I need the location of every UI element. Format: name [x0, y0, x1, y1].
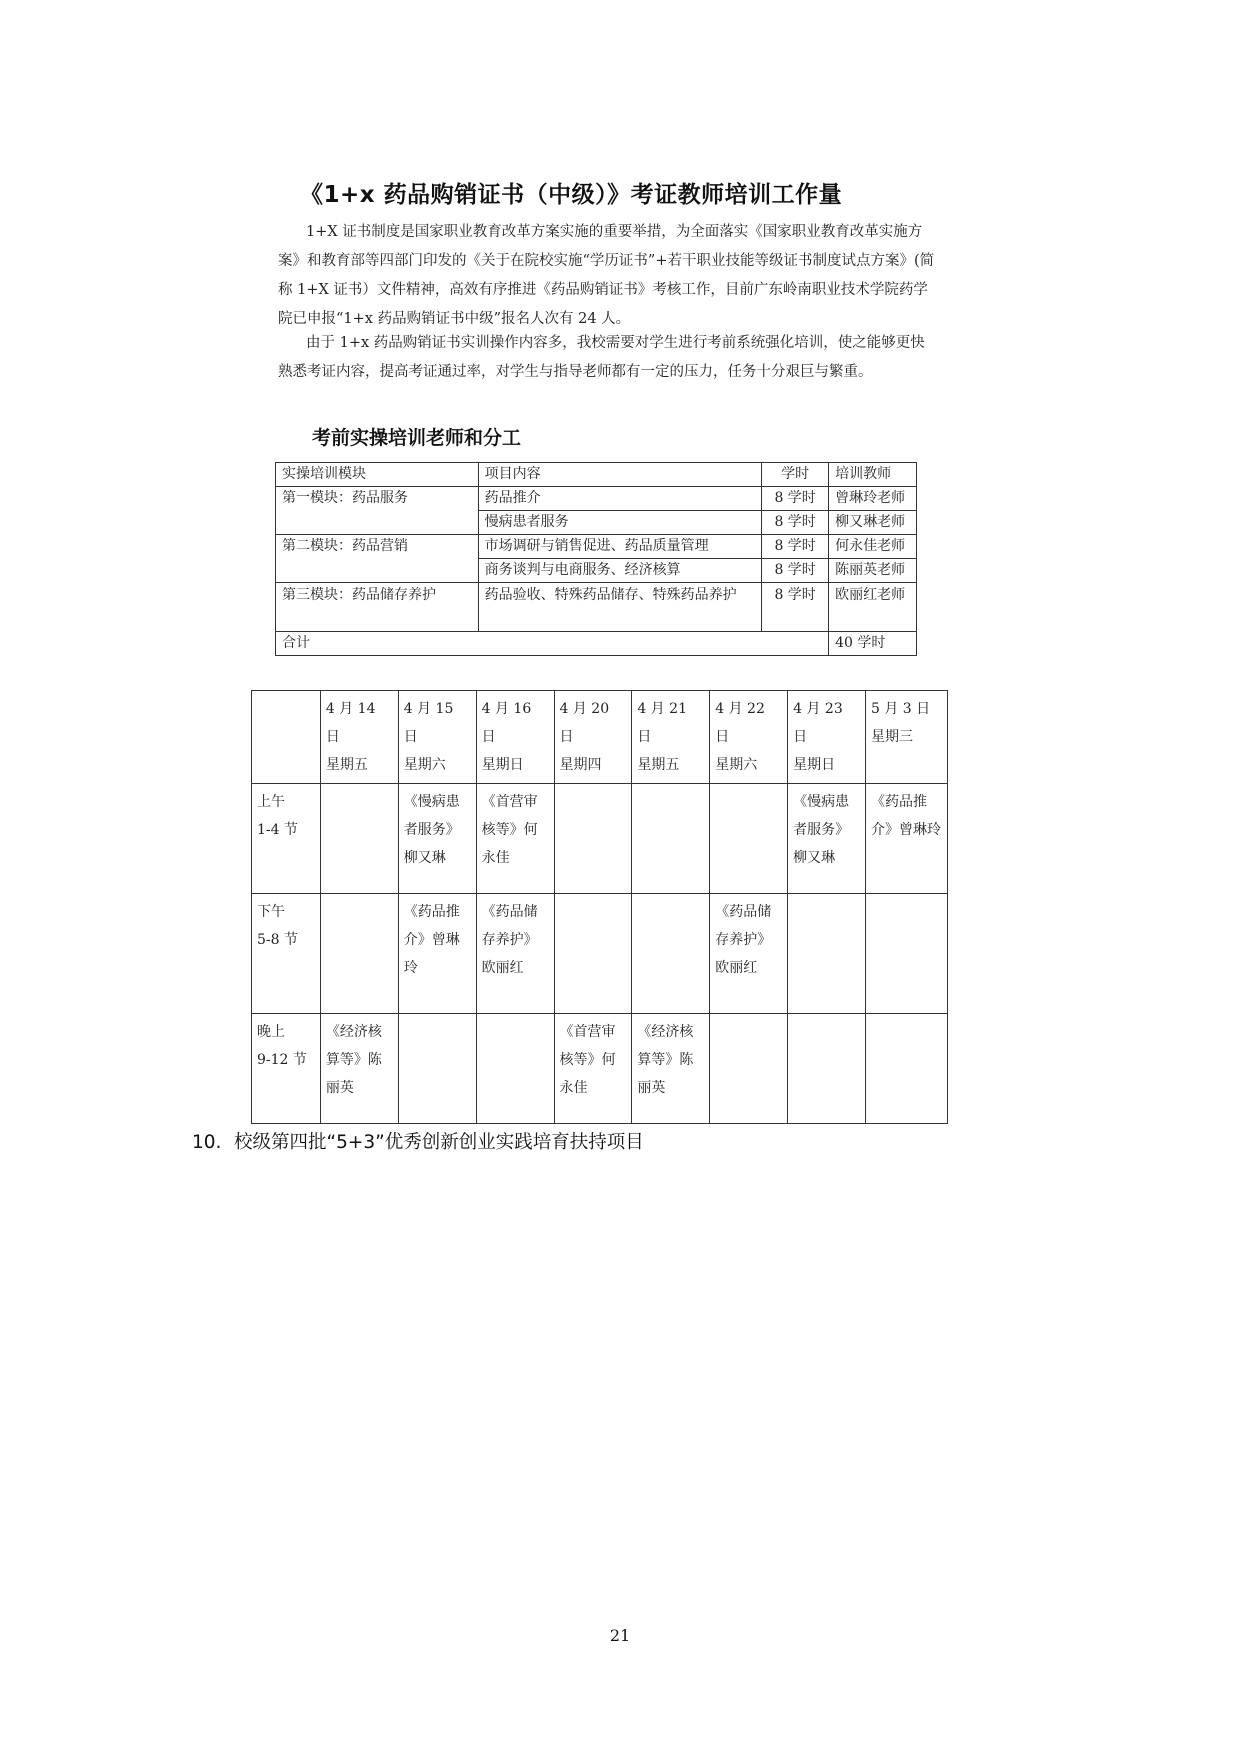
schedule-cell	[710, 1014, 788, 1124]
item-content: 商务谈判与电商服务、经济核算	[478, 559, 762, 583]
period-cell	[252, 1014, 321, 1124]
item-teacher: 何永佳老师	[829, 535, 917, 559]
item-teacher: 欧丽红老师	[829, 583, 917, 632]
day-weekday: 星期四	[559, 757, 602, 773]
table-header-row	[276, 463, 917, 487]
module-name: 第三模块：药品储存养护	[276, 583, 479, 632]
schedule-row-morning	[252, 784, 948, 894]
section-title: 考前实操培训老师和分工	[312, 427, 522, 449]
day-date: 4 月 23 日	[793, 701, 843, 745]
day-date: 4 月 21 日	[637, 701, 687, 745]
sessions-label: 5-8 节	[257, 932, 298, 948]
day-date: 4 月 20 日	[559, 701, 610, 745]
schedule-cell	[788, 894, 866, 1014]
schedule-cell	[632, 784, 710, 894]
training-paragraph: 由于 1+x 药品购销证书实训操作内容多，我校需要对学生进行考前系统强化培训，使之能够更快熟悉考证内容，提高考证通过率，对学生与指导老师都有一定的压力，任务十分艰巨与繁重。	[278, 335, 925, 380]
page-number: 21	[609, 1626, 631, 1645]
schedule-cell	[320, 784, 398, 894]
schedule-cell: 《首营审核等》何永佳	[554, 1014, 632, 1124]
list-item-text: 校级第四批“5+3”优秀创新创业实践培育扶持项目	[234, 1132, 644, 1153]
day-date: 4 月 16 日	[481, 701, 532, 745]
period-cell	[252, 894, 321, 1014]
schedule-cell	[476, 1014, 554, 1124]
module-name: 第一模块：药品服务	[276, 487, 479, 535]
sessions-label: 9-12 节	[257, 1052, 307, 1068]
day-header	[476, 691, 554, 784]
period-label: 上午	[257, 794, 285, 810]
day-weekday: 星期三	[871, 729, 913, 745]
item-content: 药品验收、特殊药品储存、特殊药品养护	[478, 583, 762, 632]
sessions-label: 1-4 节	[257, 822, 298, 838]
schedule-header-row	[252, 691, 948, 784]
header-cell: 培训教师	[829, 463, 917, 487]
schedule-cell: 《药品推介》曾琳玲	[398, 894, 476, 1014]
schedule-cell	[632, 894, 710, 1014]
day-date: 4 月 14 日	[325, 701, 376, 745]
day-header	[320, 691, 398, 784]
table-row	[276, 535, 917, 559]
schedule-cell: 《经济核算等》陈丽英	[320, 1014, 398, 1124]
day-weekday: 星期日	[481, 757, 524, 773]
day-date: 4 月 22 日	[715, 701, 765, 745]
day-weekday: 星期六	[715, 757, 758, 773]
item-hours: 8 学时	[762, 559, 829, 583]
division-table	[275, 462, 917, 656]
item-hours: 8 学时	[762, 511, 829, 535]
item-teacher: 陈丽英老师	[829, 559, 917, 583]
day-header	[866, 691, 948, 784]
item-hours: 8 学时	[762, 583, 829, 632]
day-header	[398, 691, 476, 784]
schedule-cell	[788, 1014, 866, 1124]
day-date: 4 月 15 日	[403, 701, 454, 745]
item-content: 市场调研与销售促进、药品质量管理	[478, 535, 762, 559]
schedule-cell: 《药品推介》曾琳玲	[866, 784, 948, 894]
schedule-cell: 《首营审核等》何永佳	[476, 784, 554, 894]
table-total-row	[276, 632, 917, 656]
schedule-cell	[554, 894, 632, 1014]
day-weekday: 星期五	[325, 757, 368, 773]
item-hours: 8 学时	[762, 487, 829, 511]
list-item-10	[192, 1128, 644, 1154]
schedule-cell	[866, 894, 948, 1014]
day-weekday: 星期五	[637, 757, 680, 773]
item-content: 慢病患者服务	[478, 511, 762, 535]
schedule-cell: 《慢病患者服务》柳又琳	[788, 784, 866, 894]
day-date: 5 月 3 日	[871, 701, 931, 717]
day-weekday: 星期六	[403, 757, 446, 773]
module-name: 第二模块：药品营销	[276, 535, 479, 583]
schedule-row-afternoon	[252, 894, 948, 1014]
schedule-cell	[398, 1014, 476, 1124]
corner-cell	[252, 691, 321, 784]
item-teacher: 柳又琳老师	[829, 511, 917, 535]
schedule-cell	[710, 784, 788, 894]
list-item-number: 10.	[192, 1132, 222, 1153]
period-label: 下午	[257, 904, 285, 920]
period-cell	[252, 784, 321, 894]
header-cell: 学时	[762, 463, 829, 487]
schedule-table	[251, 690, 948, 1124]
schedule-cell: 《药品储存养护》欧丽红	[476, 894, 554, 1014]
schedule-cell	[554, 784, 632, 894]
table-row	[276, 583, 917, 632]
header-cell: 实操培训模块	[276, 463, 479, 487]
intro-paragraph: 1+X 证书制度是国家职业教育改革方案实施的重要举措，为全面落实《国家职业教育改革实施方案》和教育部等四部门印发的《关于在院校实施“学历证书”+若干职业技能等级证书制度试点方案》(简称 1+X 证书）文件精神，高效有序推进《药品购销证书》考核工作，目前广东岭南职业技术学院药学院已申报“1+x 药品购销证书中级”报名人次有 24 人。	[278, 224, 935, 327]
table-row	[276, 487, 917, 511]
period-label: 晚上	[257, 1024, 285, 1040]
schedule-cell: 《慢病患者服务》柳又琳	[398, 784, 476, 894]
day-header	[632, 691, 710, 784]
schedule-cell	[320, 894, 398, 1014]
day-header	[788, 691, 866, 784]
day-header	[710, 691, 788, 784]
schedule-cell: 《经济核算等》陈丽英	[632, 1014, 710, 1124]
header-cell: 项目内容	[478, 463, 762, 487]
schedule-row-evening	[252, 1014, 948, 1124]
schedule-cell	[866, 1014, 948, 1124]
total-hours: 40 学时	[829, 632, 917, 656]
day-weekday: 星期日	[793, 757, 836, 773]
total-label: 合计	[276, 632, 829, 656]
item-content: 药品推介	[478, 487, 762, 511]
schedule-cell: 《药品储存养护》欧丽红	[710, 894, 788, 1014]
item-hours: 8 学时	[762, 535, 829, 559]
document-title: 《1+x 药品购销证书（中级）》考证教师培训工作量	[300, 182, 843, 208]
day-header	[554, 691, 632, 784]
item-teacher: 曾琳玲老师	[829, 487, 917, 511]
